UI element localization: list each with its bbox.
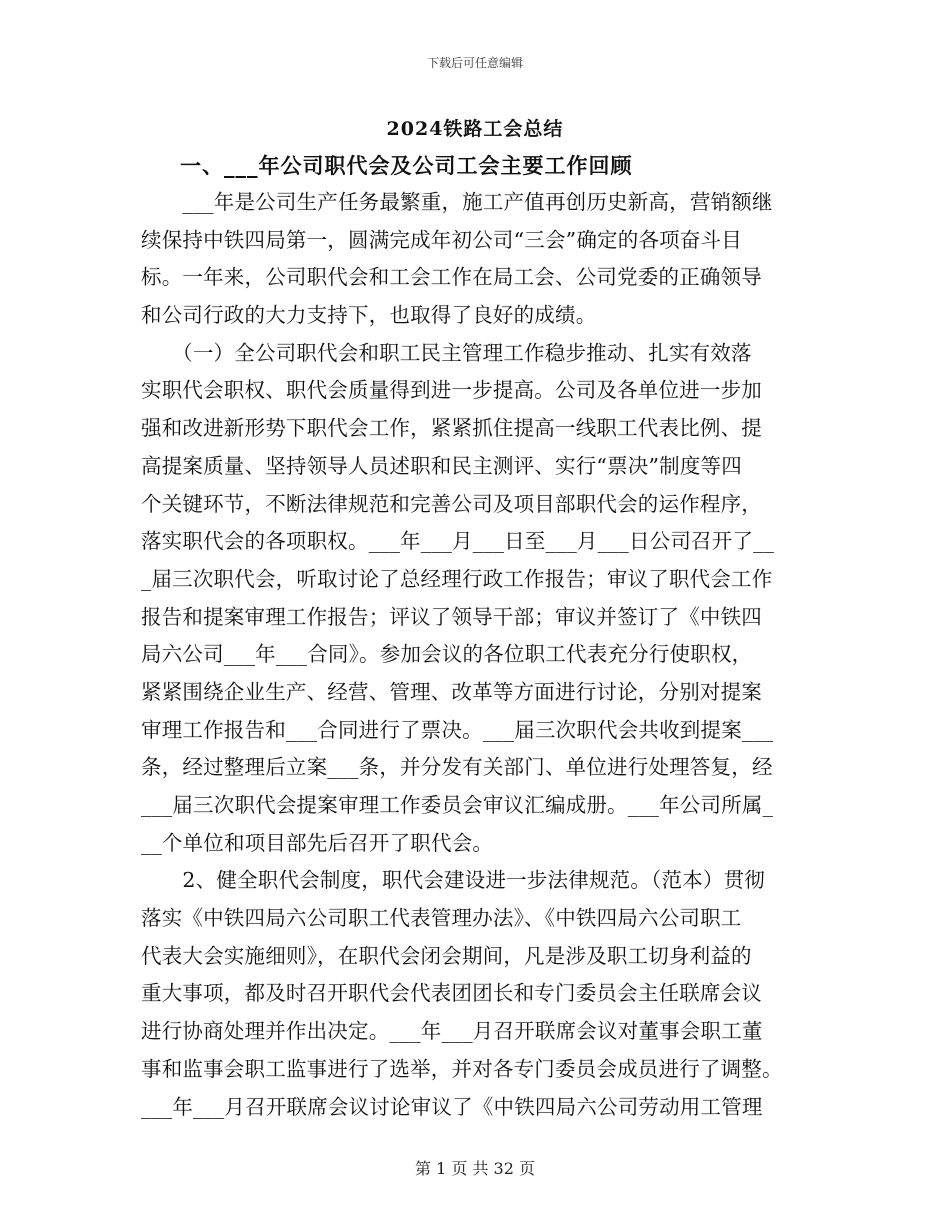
- text-line: 标。一年来，公司职代会和工会工作在局工会、公司党委的正确领导: [141, 265, 762, 290]
- text-line: 续保持中铁四局第一，圆满完成年初公司“三会”确定的各项奋斗目: [141, 227, 742, 252]
- text-line: __个单位和项目部先后召开了职代会。: [141, 830, 494, 855]
- section-heading: 一、___年公司职代会及公司工会主要工作回顾: [180, 153, 633, 178]
- text-line: 进行协商处理并作出决定。___年___月召开联席会议对董事会职工董: [141, 1019, 763, 1044]
- text-line: 落实《中铁四局六公司职工代表管理办法》、《中铁四局六公司职工: [141, 906, 742, 931]
- text-line: （一）全公司职代会和职工民主管理工作稳步推动、扎实有效落: [141, 340, 752, 365]
- text-line: 和公司行政的大力支持下，也取得了良好的成绩。: [141, 303, 597, 328]
- text-line: 报告和提案审理工作报告；评议了领导干部；审议并签订了《中铁四: [141, 604, 762, 629]
- text-line: 强和改进新形势下职代会工作，紧紧抓住提高一线职工代表比例、提: [141, 416, 762, 441]
- page-header: 下载后可任意编辑: [426, 56, 523, 70]
- text-line: 高提案质量、坚持领导人员述职和民主测评、实行“票决”制度等四: [141, 453, 742, 478]
- text-line: ___年是公司生产任务最繁重，施工产值再创历史新高，营销额继: [141, 190, 773, 214]
- text-line: 事和监事会职工监事进行了选举，并对各专门委员会成员进行了调整。: [141, 1056, 783, 1081]
- text-line: ___年___月召开联席会议讨论审议了《中铁四局六公司劳动用工管理: [141, 1094, 763, 1119]
- text-line: 实职代会职权、职代会质量得到进一步提高。公司及各单位进一步加: [141, 378, 762, 403]
- text-line: 重大事项，都及时召开职代会代表团团长和专门委员会主任联席会议: [141, 981, 762, 1006]
- text-line: ___届三次职代会提案审理工作委员会审议汇编成册。___年公司所属_: [141, 793, 774, 817]
- text-line: 审理工作报告和___合同进行了票决。___届三次职代会共收到提案___: [141, 717, 774, 742]
- text-line: 2、健全职代会制度，职代会建设进一步法律规范。（范本）贯彻: [141, 868, 765, 893]
- page-footer: 第 1 页 共 32 页: [415, 1159, 535, 1178]
- text-line: 落实职代会的各项职权。___年___月___日至___月___日公司召开了__: [141, 529, 775, 554]
- text-line: 代表大会实施细则》，在职代会闭会期间，凡是涉及职工切身利益的: [141, 943, 752, 968]
- text-line: 紧紧围绕企业生产、经营、管理、改革等方面进行讨论，分别对提案: [141, 679, 762, 704]
- text-line: 条，经过整理后立案___条，并分发有关部门、单位进行处理答复，经: [141, 755, 773, 780]
- text-line: 局六公司___年___合同》。参加会议的各位职工代表充分行使职权，: [141, 642, 753, 667]
- document-title: 2024铁路工会总结: [386, 118, 564, 140]
- text-line: _届三次职代会，听取讨论了总经理行政工作报告；审议了职代会工作: [141, 566, 773, 591]
- text-line: 个关键环节，不断法律规范和完善公司及项目部职代会的运作程序，: [141, 491, 762, 516]
- body-text: [141, 184, 821, 1126]
